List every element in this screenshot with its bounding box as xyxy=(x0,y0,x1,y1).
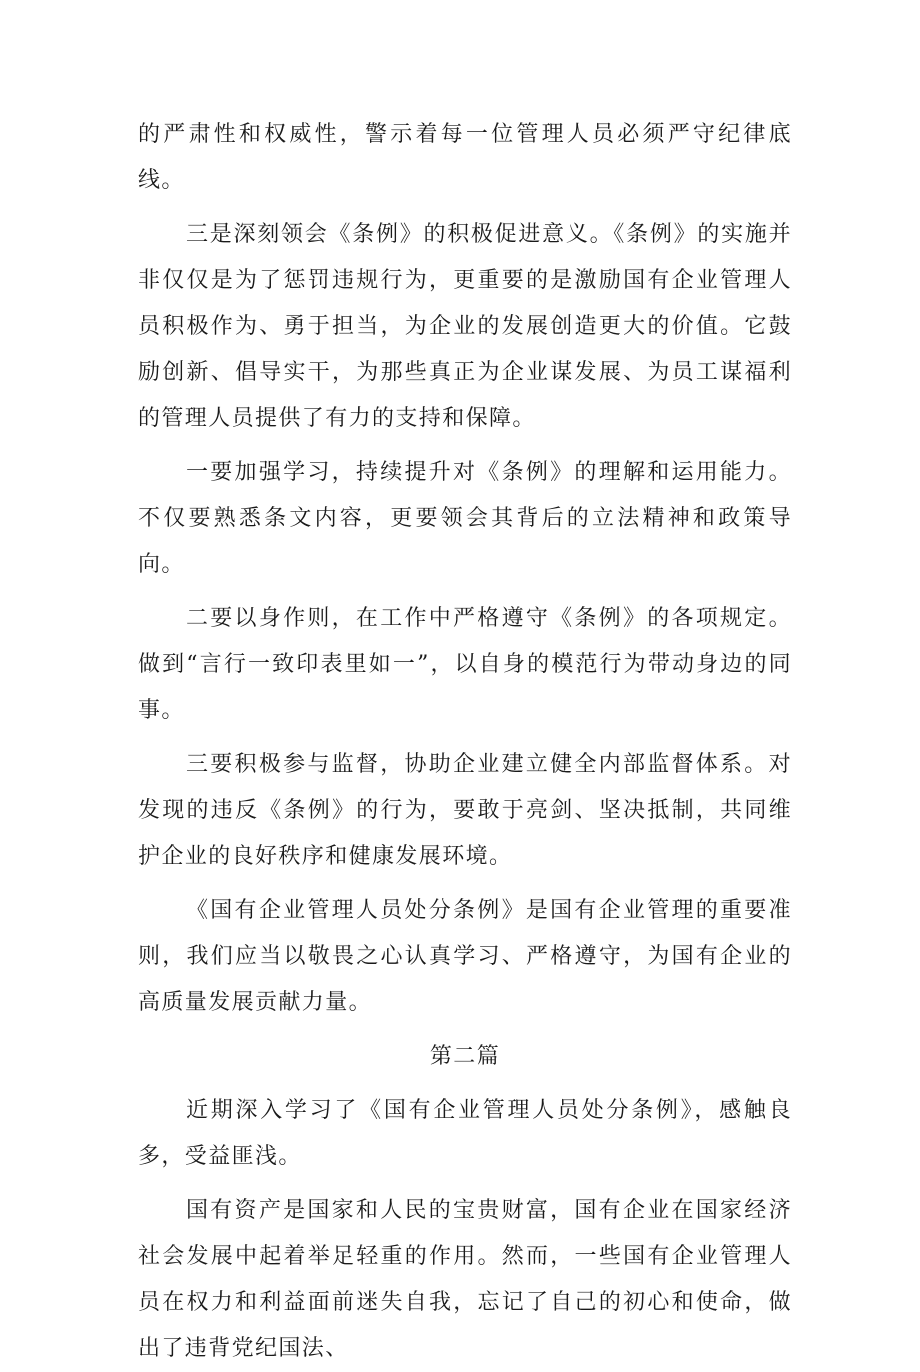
paragraph-supervision: 三要积极参与监督，协助企业建立健全内部监督体系。对发现的违反《条例》的行为，要敢于亮剑、坚决抵制，共同维护企业的良好秩序和健康发展环境。 xyxy=(138,752,792,869)
paragraph-conclusion: 《国有企业管理人员处分条例》是国有企业管理的重要准则，我们应当以敬畏之心认真学习、严格遵守，为国有企业的高质量发展贡献力量。 xyxy=(138,898,792,1015)
paragraph-intro: 近期深入学习了《国有企业管理人员处分条例》，感触良多，受益匪浅。 xyxy=(138,1098,792,1169)
paragraph-study: 一要加强学习，持续提升对《条例》的理解和运用能力。不仅要熟悉条文内容，更要领会其背后的立法精神和政策导向。 xyxy=(138,460,792,577)
paragraph-continuation: 的严肃性和权威性，警示着每一位管理人员必须严守纪律底线。 xyxy=(138,122,792,193)
paragraph-lead-by-example: 二要以身作则，在工作中严格遵守《条例》的各项规定。做到“言行一致印表里如一”，以自身的模范行为带动身边的同事。 xyxy=(138,606,792,723)
paragraph-state-assets: 国有资产是国家和人民的宝贵财富，国有企业在国家经济社会发展中起着举足轻重的作用。然而，一些国有企业管理人员在权力和利益面前迷失自我，忘记了自己的初心和使命，做出了违背党纪国法、 xyxy=(138,1198,792,1361)
section-heading: 第二篇 xyxy=(429,1044,501,1069)
paragraph-third-point: 三是深刻领会《条例》的积极促进意义。《条例》的实施并非仅仅是为了惩罚违规行为，更重要的是激励国有企业管理人员积极作为、勇于担当，为企业的发展创造更大的价值。它鼓励创新、倡导实干，为那些真正为企业谋发展、为员工谋福利的管理人员提供了有力的支持和保障。 xyxy=(138,222,792,431)
